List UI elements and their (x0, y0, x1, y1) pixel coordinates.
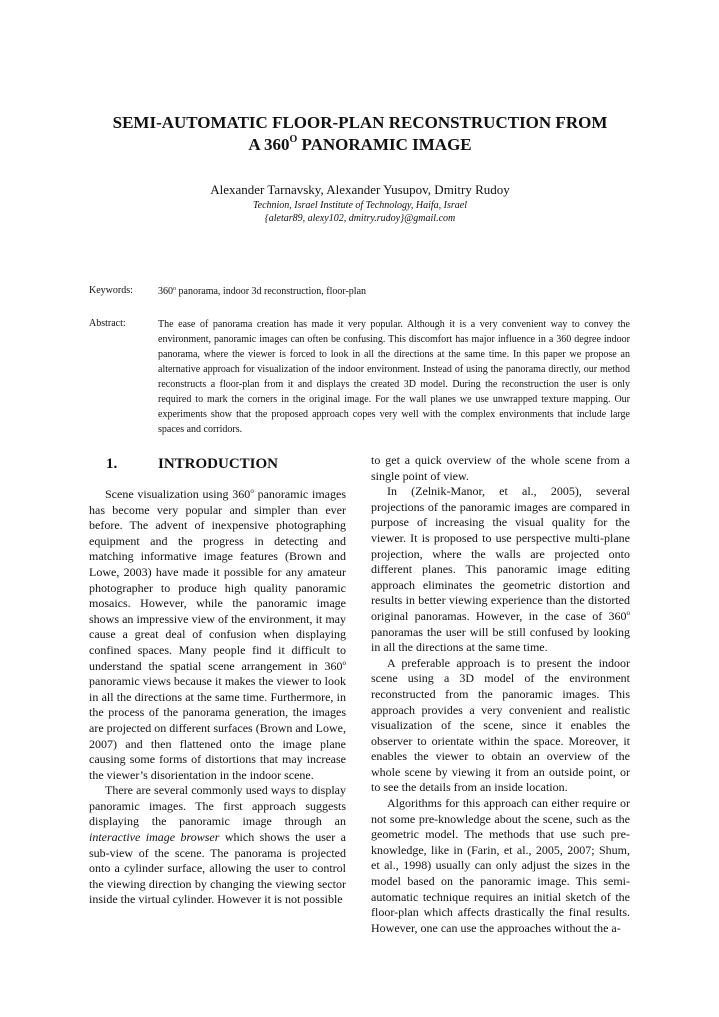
paragraph (371, 484, 630, 656)
right-column (371, 453, 630, 936)
degree-sup: o (342, 658, 346, 667)
author-list: Alexander Tarnavsky, Alexander Yusupov, Dmitry Rudoy (210, 182, 510, 197)
title-line-2 (60, 134, 660, 156)
paragraph: to get a quick overview of the whole scene from a single point of view. (371, 453, 630, 483)
abstract-text: The ease of panorama creation has made it very popular. Although it is a very convenient way to convey the environment, panoramic images can often be confusing. This discomfort has major influence in a 360 degree indoor panorama, where the viewer is forced to look in all the directions at the same time. In this paper we propose an alternative approach for visualization of the indoor environment. Instead of using the panorama directly, our method reconstructs a floor-plan from it and displays the created 3D model. During the reconstruction the user is only required to mark the corners in the original image. For the wall planes we use unwrapped texture mapping. Our experiments show that the proposed approach copes very well with the complex environments that include large spaces and corridors. (158, 319, 630, 435)
title-degree-sup: O (289, 134, 298, 145)
keywords-sup: o (173, 286, 176, 292)
keywords-pre: 360 (158, 286, 173, 297)
keywords-text (158, 284, 630, 299)
text-run: panoramas the user will be still confused by looking in all the directions at the same time. (371, 624, 630, 655)
title-line-2-post: PANORAMIC IMAGE (297, 135, 472, 154)
degree-sup: o (250, 487, 254, 495)
paragraph: A preferable approach is to present the indoor scene using a 3D model of the environment reconstructed from the panoramic images. This approach provides a very convenient and realistic visualization of the scene, since it enables the observer to orientate within the space. Moreover, it enables the viewer to obtain an overview of the whole scene by viewing it from an outside point, or to see the details from an inside location. (371, 655, 630, 795)
paragraph: Algorithms for this approach can either require or not some pre-knowledge about the scene, such as the geometric model. The methods that use such pre-knowledge, like in (Farin, et al., 2005, 2007; Shum, et al., 1998) usually can only adjust the sizes in the model based on the panoramic image. This semi-automatic technique requires an initial sketch of the floor-plan which affects drastically the final results. However, one can use the approaches without the a- (371, 796, 630, 935)
paragraph (89, 487, 346, 783)
abstract-label: Abstract: (89, 318, 126, 329)
text-run: There are several commonly used ways to display panoramic images. The first approach suggests displaying the panoramic image through an (89, 783, 346, 829)
text-run: panoramic views because it makes the viewer to look in all the directions at the same time. Furthermore, in the process of the panorama generation, the images are projected on different surfaces (Brown and Lowe, 2007) and then flattened onto the image plane causing some forms of distortions that may increase the viewer’s disorientation in the indoor scene. (89, 674, 347, 782)
left-column (89, 487, 346, 908)
section-title: INTRODUCTION (158, 456, 279, 472)
keywords-post: panorama, indoor 3d reconstruction, floor-plan (176, 286, 367, 297)
text-run: Scene visualization using 360 (105, 487, 251, 501)
title-line-2-pre: A 360 (248, 135, 290, 154)
emphasis-text: interactive image browser (89, 830, 220, 845)
paragraph (89, 783, 346, 908)
text-run: which shows the user a sub-view of the scene. The panorama is projected onto a cylinder surface, allowing the user to control the viewing direction by changing the viewing sector inside the virtual cylinder. However it is not possible (89, 830, 347, 907)
paper-title (60, 112, 660, 156)
degree-sup: o (626, 608, 630, 617)
keywords-label: Keywords: (89, 285, 133, 296)
affiliation: Technion, Israel Institute of Technology, Haifa, Israel (253, 200, 467, 211)
section-number: 1. (106, 456, 118, 472)
author-emails: {aletar89, alexy102, dmitry.rudoy}@gmail.com (264, 213, 456, 224)
title-line-1: SEMI-AUTOMATIC FLOOR-PLAN RECONSTRUCTION FROM (112, 113, 608, 132)
text-run: In (Zelnik-Manor, et al., 2005), several projections of the panoramic images are compared in purpose of increasing the visual quality for the viewer. It is proposed to use perspective multi-plane projection, where the walls are projected onto different planes. This panoramic image editing approach eliminates the geometric distortion and results in better viewing experience than the distorted original panoramas. However, in the case of 360 (371, 484, 630, 623)
text-run: panoramic images has become very popular and simpler than ever before. The advent of inexpensive photographing equipment and the progress in detecting and matching informative image features (Brown and Lowe, 2003) have made it possible for any amateur photographer to produce high quality panoramic mosaics. However, while the panoramic image shows an impressive view of the environment, it may cause a great deal of confusion when displaying confined spaces. Many people find it difficult to understand the spatial scene arrangement in 360 (89, 487, 346, 673)
